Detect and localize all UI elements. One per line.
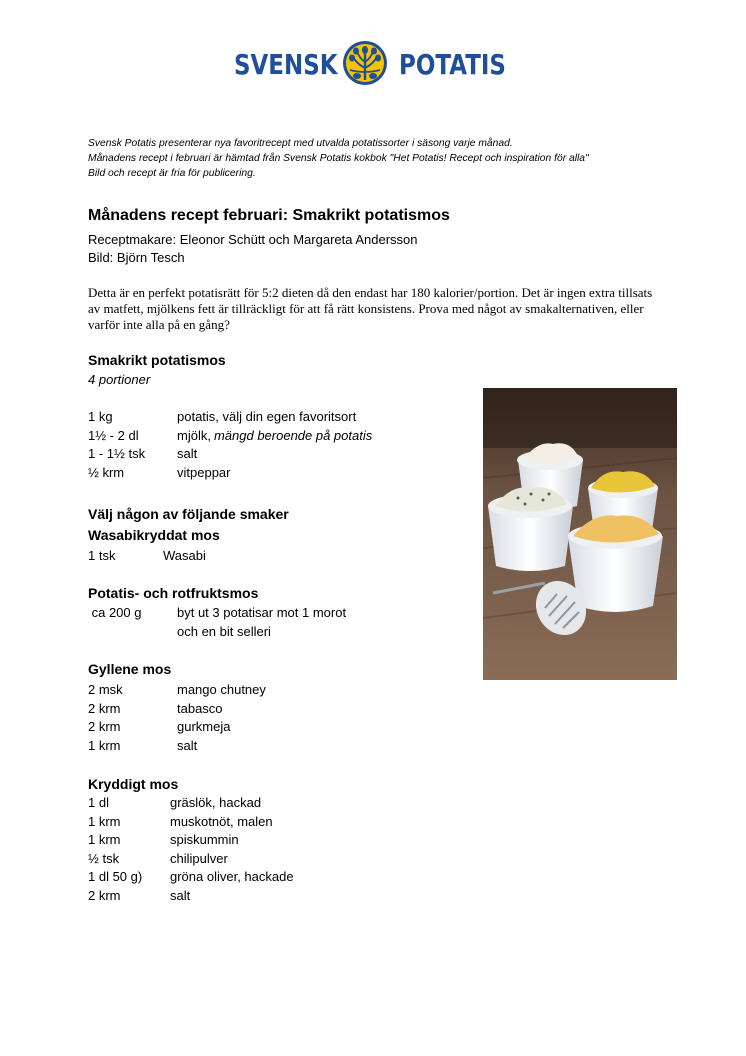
servings: 4 portioner	[88, 372, 151, 387]
ingredient-desc: salt	[177, 737, 198, 753]
ingredient-qty: 1 tsk	[88, 548, 116, 563]
ingredient-qty: 1 krm	[88, 832, 121, 847]
list-item	[88, 700, 266, 719]
potato-plant-emblem-icon	[342, 40, 388, 86]
intro-line: Bild och recept är fria för publicering.	[88, 168, 256, 179]
ingredient-desc: muskotnöt, malen	[170, 813, 273, 829]
rotfrukt-heading: Potatis- och rotfruktsmos	[88, 585, 259, 601]
ingredient-desc: gräslök, hackad	[170, 795, 262, 810]
recipe-meta	[88, 231, 418, 267]
list-item	[88, 427, 372, 446]
intro-line: Svensk Potatis presenterar nya favoritrecept med utvalda potatissorter i säsong varje månad.	[88, 138, 513, 149]
kryddigt-heading: Kryddigt mos	[88, 776, 179, 792]
ingredient-desc: chilipulver	[170, 850, 228, 866]
ingredient-qty: 2 krm	[88, 887, 121, 903]
ingredient-desc: potatis, välj din egen favoritsort	[177, 409, 357, 424]
ingredient-qty: ½ tsk	[88, 850, 120, 866]
ingredient-qty	[88, 623, 177, 642]
ingredient-desc: byt ut 3 potatisar mot 1 morot	[177, 605, 347, 620]
intro-text	[88, 136, 688, 181]
ingredient-desc: gurkmeja	[177, 719, 231, 734]
list-item	[88, 850, 294, 869]
list-item	[88, 737, 266, 756]
ingredient-desc: mango chutney	[177, 682, 266, 697]
main-ingredient-list	[88, 408, 372, 482]
ingredient-desc: mjölk,	[177, 427, 211, 443]
list-item	[88, 408, 372, 427]
choose-flavor-heading: Välj någon av följande smaker	[88, 506, 289, 522]
ingredient-qty: 1 - 1½ tsk	[88, 446, 146, 461]
photo-credit: Bild: Björn Tesch	[88, 250, 185, 265]
list-item	[88, 813, 294, 832]
recipe-photo	[483, 388, 677, 680]
svensk-potatis-logo	[232, 40, 512, 86]
list-item	[88, 604, 346, 623]
list-item	[88, 445, 372, 464]
ingredient-qty: 2 krm	[88, 719, 121, 734]
list-item	[88, 794, 294, 813]
ingredient-qty: 1 dl 50 g)	[88, 869, 143, 884]
ingredient-qty: ca 200 g	[88, 605, 142, 620]
rotfrukt-ingredient-list	[88, 604, 346, 641]
ingredient-qty: 2 krm	[88, 700, 121, 716]
ingredient-qty: 1 dl	[88, 795, 109, 810]
list-item	[88, 887, 294, 906]
ingredient-desc: salt	[177, 446, 198, 461]
ingredient-qty: 1 krm	[88, 813, 121, 829]
ingredient-desc: spiskummin	[170, 832, 239, 847]
ingredient-desc: gröna oliver, hackade	[170, 869, 294, 884]
list-item	[88, 681, 266, 700]
ingredient-desc: vitpeppar	[177, 464, 231, 480]
ingredient-qty: 1 krm	[88, 737, 121, 753]
ingredient-desc: tabasco	[177, 700, 223, 716]
list-item	[88, 831, 294, 850]
ingredient-note: mängd beroende på potatis	[213, 427, 373, 443]
recipe-maker: Receptmakare: Eleonor Schütt och Margareta Andersson	[88, 232, 418, 247]
ingredient-desc: salt	[170, 887, 191, 903]
gyllene-heading: Gyllene mos	[88, 661, 172, 677]
recipe-description: Detta är en perfekt potatisrätt för 5:2 dieten då den endast har 180 kalorier/portion. Det är ingen extra tillsats av matfett, mjölkens fett är tillräckligt för att få rätt konsistens. Prova med något av smakalternativen, eller varför inte alla på en gång?	[88, 285, 653, 332]
logo-text-svensk: SVENSK	[234, 48, 338, 81]
list-item	[88, 868, 294, 887]
main-recipe-heading: Smakrikt potatismos	[88, 352, 226, 368]
list-item	[88, 718, 266, 737]
ingredient-desc: Wasabi	[163, 548, 206, 563]
list-item	[88, 547, 206, 566]
wasabi-heading: Wasabikryddat mos	[88, 527, 220, 543]
intro-line: Månadens recept i februari är hämtad från Svensk Potatis kokbok "Het Potatis! Recept och inspiration för alla"	[88, 153, 589, 164]
kryddigt-ingredient-list	[88, 794, 294, 905]
page-title: Månadens recept februari: Smakrikt potatismos	[88, 207, 450, 224]
ingredient-qty: ½ krm	[88, 464, 125, 480]
ingredient-qty: 2 msk	[88, 682, 123, 697]
ingredient-qty: 1½ - 2 dl	[88, 427, 139, 443]
list-item	[88, 623, 346, 642]
gyllene-ingredient-list	[88, 681, 266, 755]
ingredient-qty: 1 kg	[88, 409, 113, 424]
ingredient-desc: och en bit selleri	[177, 623, 271, 639]
wasabi-ingredient-list	[88, 547, 206, 566]
logo-text-potatis: POTATIS	[399, 48, 506, 81]
list-item	[88, 464, 372, 483]
